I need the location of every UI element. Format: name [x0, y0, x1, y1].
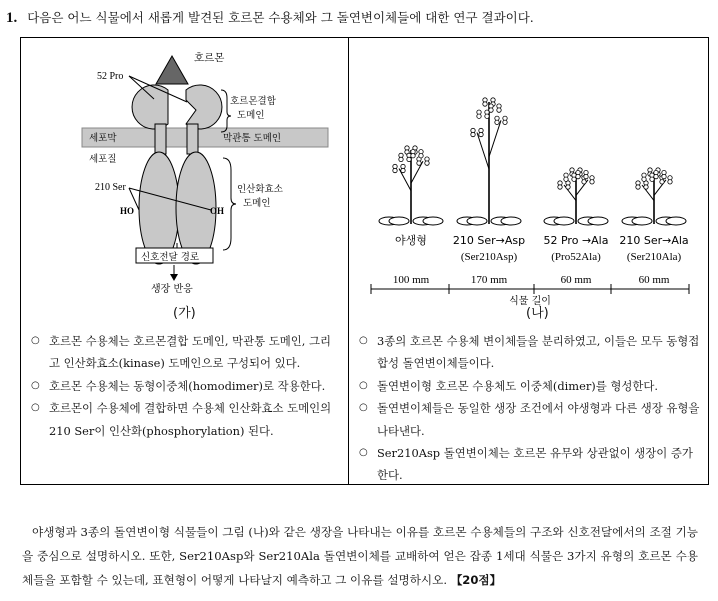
list-item: ○ 호르몬 수용체는 호르몬결합 도메인, 막관통 도메인, 그리고 인산화효소(kinase) 도메인으로 구성되어 있다.: [31, 330, 341, 375]
pro52-label: 52 Pro: [97, 71, 124, 82]
cell-membrane: [82, 128, 328, 147]
ser210-label: 210 Ser: [95, 182, 126, 193]
panel-b-bullets: [359, 330, 701, 487]
plant-height: 60 mm: [638, 274, 670, 286]
list-item: ○ 돌연변이체들은 동일한 생장 조건에서 야생형과 다른 생장 유형을 나타낸다.: [359, 397, 701, 442]
question-body: 야생형과 3종의 돌연변이형 식물들이 그림 (나)와 같은 생장을 나타내는 이유를 호르몬 수용체들의 구조와 신호전달에서의 조절 기능을 중심으로 설명하시오. 또한, Ser210Asp와 Ser210Ala 돌연변이체를 교배하여 얻은 잡종 1세대 식물은 3가지 유형의 호르몬 수용체들을 포함할 수 있는데, 표현형이 어떻게 나타날지 예측하고 그 이유를 설명하시오.: [22, 525, 698, 587]
panel-a-bullets: [31, 330, 341, 442]
score-label: 【20점】: [450, 573, 502, 587]
kinase-domain-left: [139, 152, 179, 264]
list-item: ○ Ser210Asp 돌연변이체는 호르몬 유무와 상관없이 생장이 증가한다.: [359, 442, 701, 487]
plant-name-code: (Ser210Asp): [460, 251, 518, 263]
plant-name-code: (Ser210Ala): [626, 251, 682, 263]
receptor-diagram: [21, 38, 348, 318]
plant-height: 100 mm: [392, 274, 430, 286]
plant-name-code: (Pro52Ala): [551, 251, 601, 263]
plant-name: 52 Pro →Ala: [543, 234, 609, 247]
question-text: [22, 520, 698, 592]
growth-label: 생장 반응: [151, 284, 193, 295]
kinase-domain-label-1: 인산화효소: [237, 184, 283, 195]
plant-name: 야생형: [395, 234, 427, 247]
hormone-triangle: [156, 56, 188, 84]
question-intro: 다음은 어느 식물에서 새롭게 발견된 호르몬 수용체와 그 돌연변이체들에 대한 연구 결과이다.: [27, 10, 534, 25]
plant-illustration: [619, 168, 688, 286]
plant-illustration: [453, 98, 525, 286]
plants-figure: [349, 38, 709, 318]
kinase-domain-label-2: 도메인: [243, 198, 271, 209]
oh-label: OH: [210, 206, 225, 216]
figure-box: [20, 37, 709, 485]
binding-domain-label-1: 호르몬결합: [230, 96, 276, 107]
plant-name: 210 Ser→Asp: [452, 234, 526, 247]
list-item: ○ 호르몬 수용체는 동형이중체(homodimer)로 작용한다.: [31, 375, 341, 397]
plant-height: 170 mm: [470, 274, 508, 286]
transmembrane-label: 막관통 도메인: [223, 133, 282, 144]
question-header: [6, 8, 534, 27]
plant-illustration: [379, 146, 443, 286]
membrane-label: 세포막: [89, 133, 117, 144]
binding-domain-right: [186, 85, 222, 129]
plant-illustration: [544, 168, 609, 286]
plant-name: 210 Ser→Ala: [619, 234, 689, 247]
list-item: ○ 호르몬이 수용체에 결합하면 수용체 인산화효소 도메인의 210 Ser이 인산화(phosphorylation) 된다.: [31, 397, 341, 442]
question-number: 1.: [6, 10, 18, 26]
height-axis-label: 식물 길이: [509, 296, 551, 307]
binding-domain-label-2: 도메인: [237, 110, 265, 121]
list-item: ○ 돌연변이형 호르몬 수용체도 이중체(dimer)를 형성한다.: [359, 375, 701, 397]
list-item: ○ 3종의 호르몬 수용체 변이체들을 분리하였고, 이들은 모두 동형접합성 돌연변이체들이다.: [359, 330, 701, 375]
cytoplasm-label: 세포질: [89, 154, 117, 165]
ho-label: HO: [120, 206, 135, 216]
panel-a-caption: (가): [173, 306, 196, 321]
plant-height: 60 mm: [560, 274, 592, 286]
panel-b-caption: (나): [526, 306, 549, 321]
signal-label: 신호전달 경로: [141, 252, 200, 263]
hormone-label: 호르몬: [194, 52, 225, 64]
